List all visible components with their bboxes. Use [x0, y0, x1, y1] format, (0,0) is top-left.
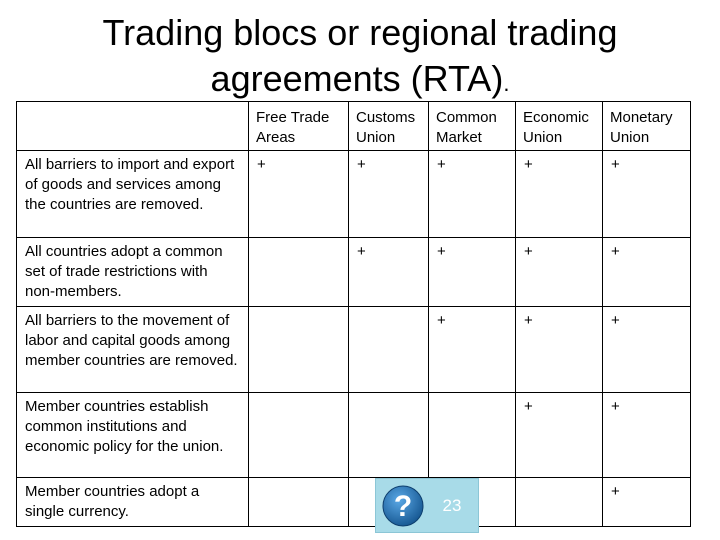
plus-mark-cell — [516, 478, 603, 527]
slide-title-line2-text: agreements (RTA) — [210, 58, 504, 99]
header-cell-customs-union: Customs Union — [349, 102, 429, 151]
slide-title-period: . — [503, 71, 510, 96]
header-cell-economic-union: Economic Union — [516, 102, 603, 151]
plus-mark-cell: + — [603, 393, 691, 478]
table-header-row — [17, 102, 691, 151]
table-row — [17, 393, 691, 478]
plus-mark-cell: + — [349, 238, 429, 307]
plus-mark-cell: + — [349, 151, 429, 238]
row-label: All countries adopt a common set of trade restrictions with non-members. — [17, 238, 249, 307]
plus-mark-cell: + — [516, 151, 603, 238]
rta-comparison-table — [16, 101, 691, 527]
plus-mark-cell — [249, 393, 349, 478]
table-row — [17, 307, 691, 393]
slide-title-line2 — [0, 56, 720, 107]
row-label: Member countries establish common institutions and economic policy for the union. — [17, 393, 249, 478]
plus-mark-cell: + — [516, 238, 603, 307]
plus-mark-cell — [249, 307, 349, 393]
plus-mark-cell — [349, 307, 429, 393]
row-label: All barriers to the movement of labor and capital goods among member countries are removed. — [17, 307, 249, 393]
header-cell-monetary-union: Monetary Union — [603, 102, 691, 151]
plus-mark-cell: + — [603, 151, 691, 238]
table-row — [17, 478, 691, 527]
plus-mark-cell: + — [603, 478, 691, 527]
question-mark-icon[interactable] — [382, 485, 424, 527]
plus-mark-cell — [249, 238, 349, 307]
plus-mark-cell — [249, 478, 349, 527]
slide-title — [0, 10, 720, 107]
plus-mark-cell: + — [516, 393, 603, 478]
plus-mark-cell: + — [516, 307, 603, 393]
table-row — [17, 151, 691, 238]
row-label: Member countries adopt a single currency. — [17, 478, 249, 527]
row-label: All barriers to import and export of goods and services among the countries are removed. — [17, 151, 249, 238]
slide-number: 23 — [442, 496, 462, 515]
plus-mark-cell: + — [603, 307, 691, 393]
plus-mark-cell — [349, 393, 429, 478]
plus-mark-cell: + — [429, 307, 516, 393]
slide-title-line1: Trading blocs or regional trading — [102, 12, 618, 53]
plus-mark-cell: + — [249, 151, 349, 238]
header-cell-common-market: Common Market — [429, 102, 516, 151]
plus-mark-cell: + — [429, 151, 516, 238]
plus-mark-cell: + — [603, 238, 691, 307]
plus-mark-cell: + — [429, 238, 516, 307]
header-cell-corner — [17, 102, 249, 151]
svg-text:?: ? — [393, 490, 413, 523]
help-badge-button[interactable] — [375, 478, 479, 533]
plus-mark-cell — [429, 393, 516, 478]
header-cell-free-trade-areas: Free Trade Areas — [249, 102, 349, 151]
table-row — [17, 238, 691, 307]
